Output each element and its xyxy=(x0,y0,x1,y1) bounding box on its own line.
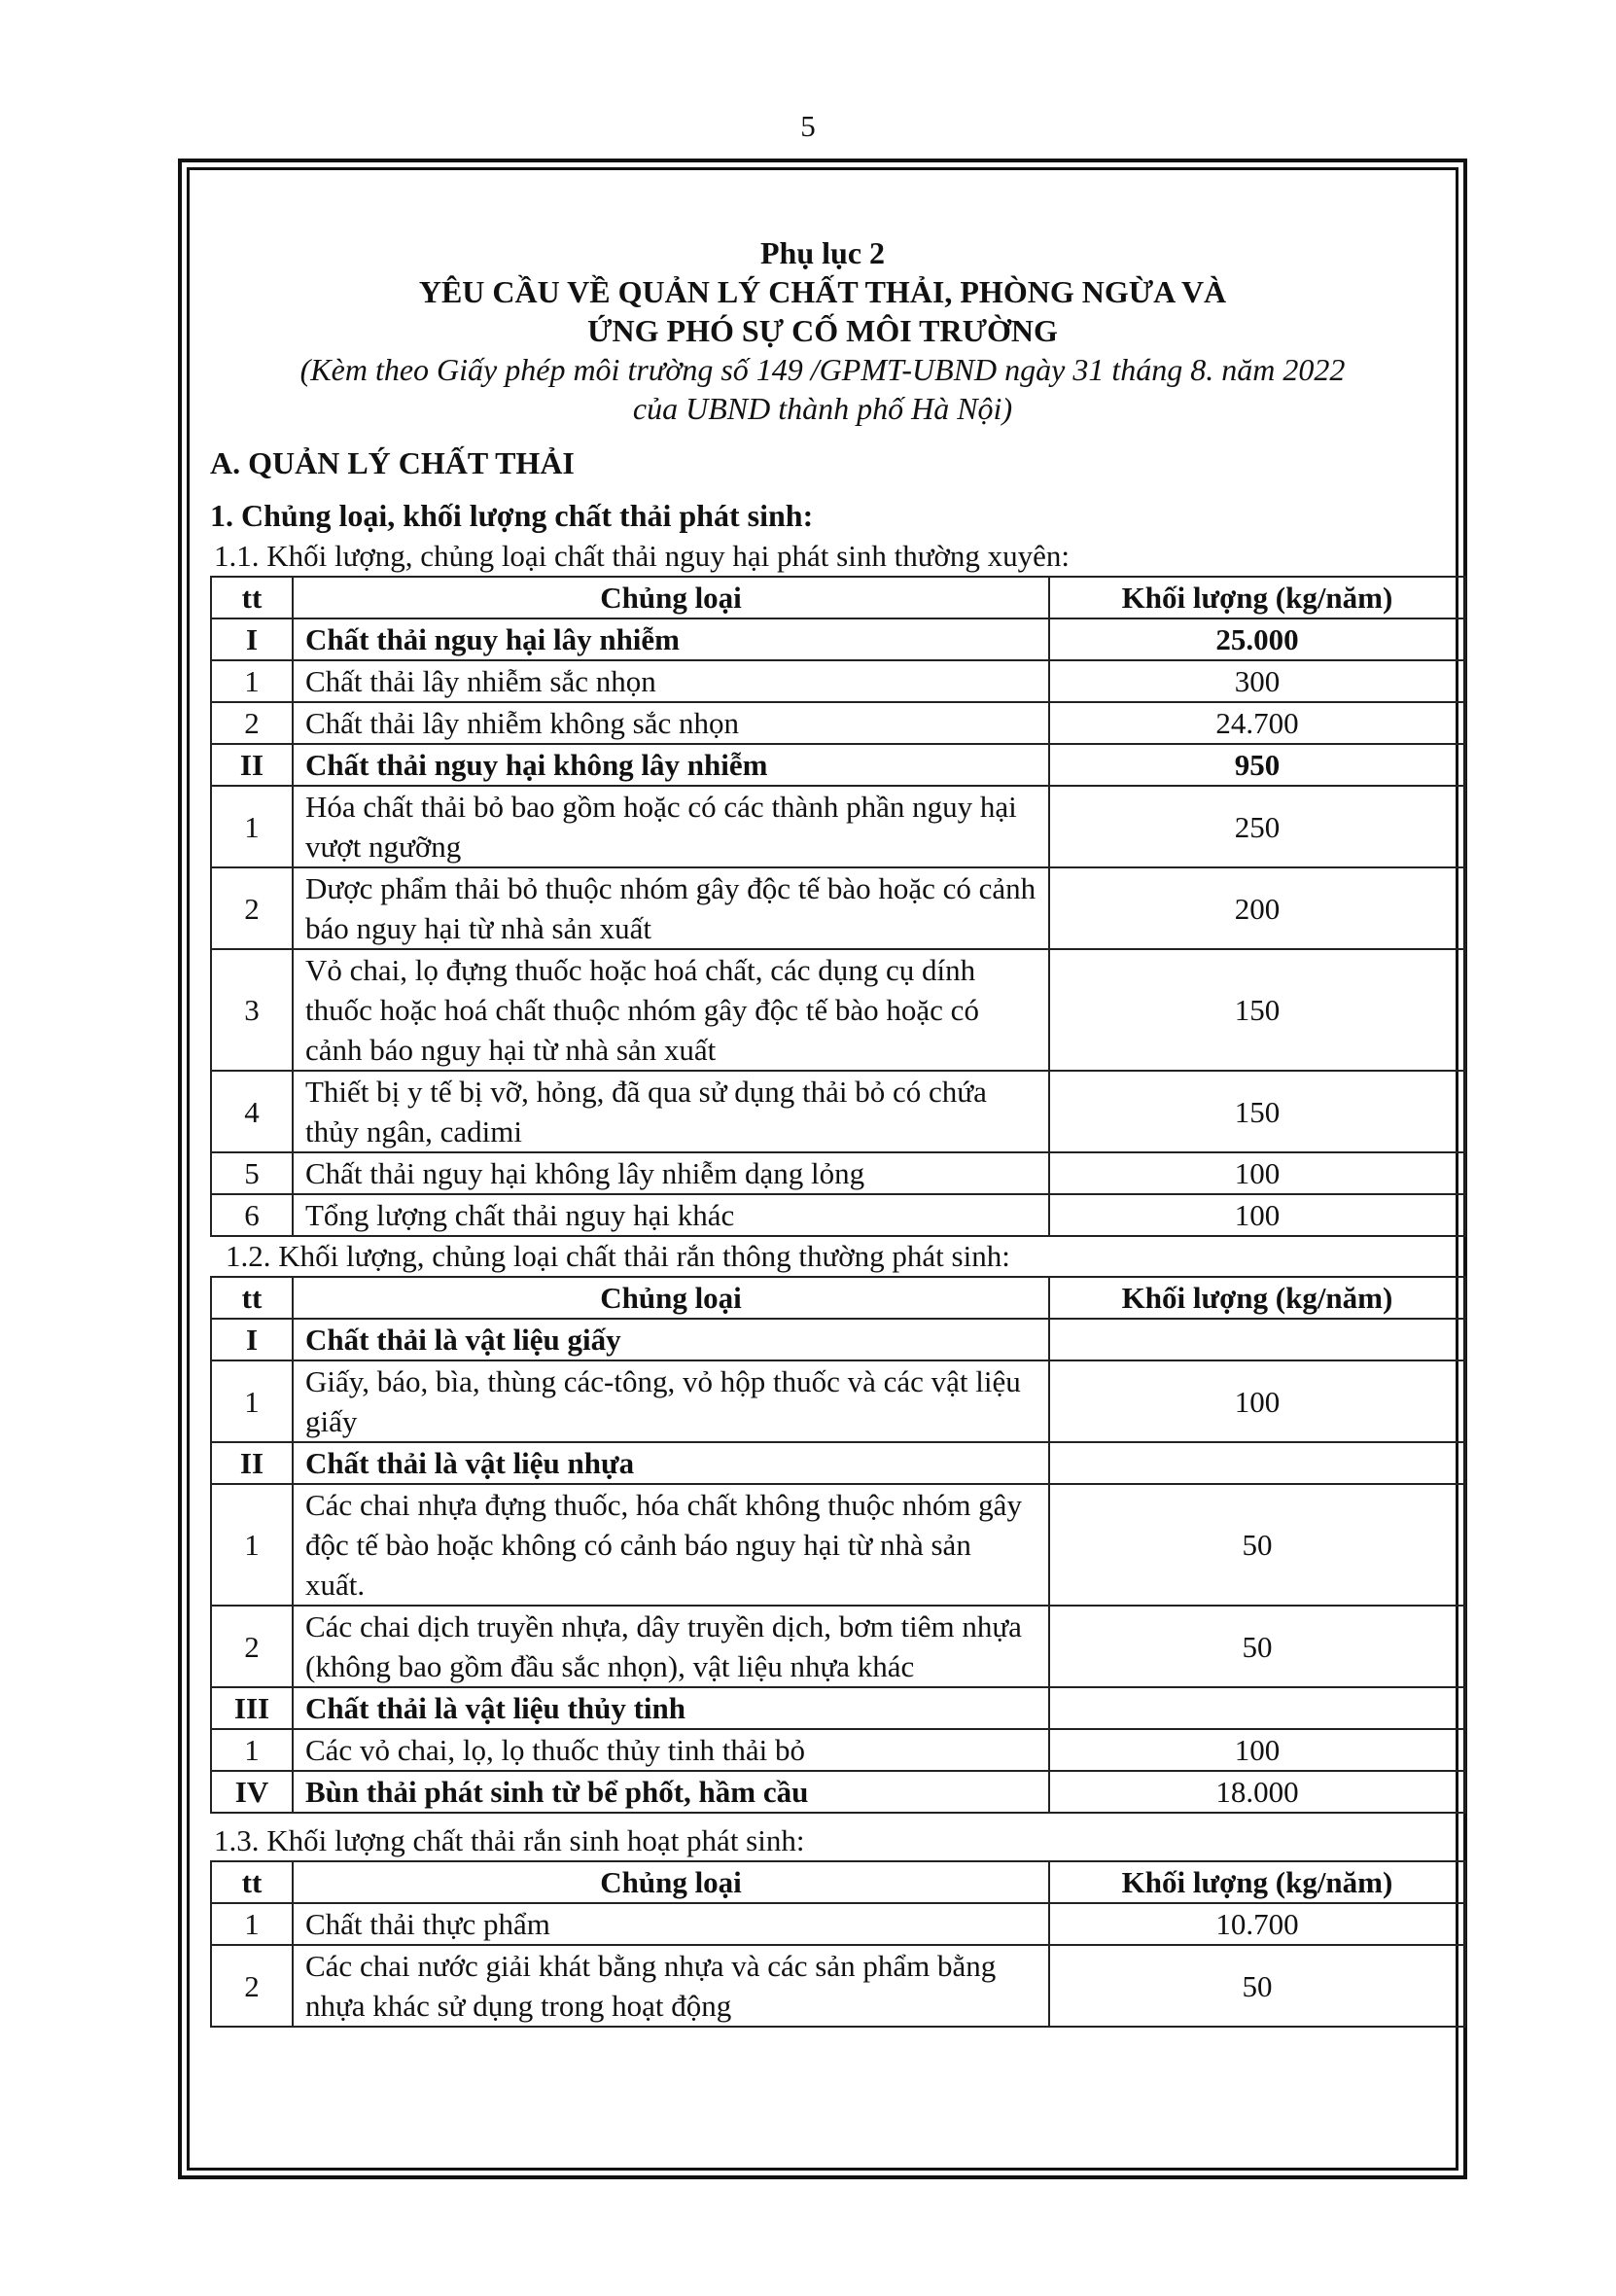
appendix-heading-line2: ỨNG PHÓ SỰ CỐ MÔI TRƯỜNG xyxy=(587,313,1058,348)
table-row: 1 Chất thải thực phẩm 10.700 xyxy=(211,1903,1465,1945)
col-header-mass: Khối lượng (kg/năm) xyxy=(1049,577,1465,618)
col-header-type: Chủng loại xyxy=(293,1277,1049,1319)
subtitle-line1: (Kèm theo Giấy phép môi trường số 149 /GPMT-UBND ngày 31 tháng 8. năm 2022 xyxy=(299,352,1346,387)
table-row: 2 Dược phẩm thải bỏ thuộc nhóm gây độc tế bào hoặc có cảnh báo nguy hại từ nhà sản xuất 200 xyxy=(211,867,1465,949)
document-body xyxy=(210,233,1468,2028)
domestic-waste-table xyxy=(210,1860,1466,2028)
table-row: II Chất thải là vật liệu nhựa xyxy=(211,1442,1465,1484)
col-header-type: Chủng loại xyxy=(293,1861,1049,1903)
table-row: I Chất thải nguy hại lây nhiễm 25.000 xyxy=(211,618,1465,660)
table-header-row xyxy=(211,1861,1465,1903)
table1-title: 1.1. Khối lượng, chủng loại chất thải nguy hại phát sinh thường xuyên: xyxy=(214,539,1071,573)
table-row: 1 Các vỏ chai, lọ, lọ thuốc thủy tinh thải bỏ 100 xyxy=(211,1729,1465,1771)
table-row: 6 Tổng lượng chất thải nguy hại khác 100 xyxy=(211,1194,1465,1236)
col-header-mass: Khối lượng (kg/năm) xyxy=(1049,1861,1465,1903)
table-row: 4 Thiết bị y tế bị vỡ, hỏng, đã qua sử dụng thải bỏ có chứa thủy ngân, cadimi 150 xyxy=(211,1071,1465,1152)
table-row: 2 Các chai nước giải khát bằng nhựa và các sản phẩm bằng nhựa khác sử dụng trong hoạt động 50 xyxy=(211,1945,1465,2027)
table-row: II Chất thải nguy hại không lây nhiễm 950 xyxy=(211,744,1465,786)
col-header-tt: tt xyxy=(211,577,293,618)
table-header-row xyxy=(211,1277,1465,1319)
appendix-heading-line1: YÊU CẦU VỀ QUẢN LÝ CHẤT THẢI, PHÒNG NGỪA VÀ xyxy=(418,274,1227,309)
table-row: 3 Vỏ chai, lọ đựng thuốc hoặc hoá chất, các dụng cụ dính thuốc hoặc hoá chất thuộc nhóm gây độc tế bào hoặc có cảnh báo nguy hại từ nhà sản xuất 150 xyxy=(211,949,1465,1071)
table-row: 1 Hóa chất thải bỏ bao gồm hoặc có các thành phần nguy hại vượt ngưỡng 250 xyxy=(211,786,1465,867)
solid-waste-table xyxy=(210,1276,1466,1814)
table-row: IV Bùn thải phát sinh từ bể phốt, hầm cầu 18.000 xyxy=(211,1771,1465,1813)
section-a-title: A. QUẢN LÝ CHẤT THẢI xyxy=(210,445,575,480)
table-row: 1 Các chai nhựa đựng thuốc, hóa chất không thuộc nhóm gây độc tế bào hoặc không có cảnh báo nguy hại từ nhà sản xuất. 50 xyxy=(211,1484,1465,1606)
appendix-title xyxy=(210,233,1435,350)
col-header-tt: tt xyxy=(211,1861,293,1903)
col-header-type: Chủng loại xyxy=(293,577,1049,618)
table-row: 2 Chất thải lây nhiễm không sắc nhọn 24.700 xyxy=(211,702,1465,744)
hazardous-waste-table xyxy=(210,576,1466,1237)
subsection-1-title: 1. Chủng loại, khối lượng chất thải phát sinh: xyxy=(210,498,814,533)
table3-title: 1.3. Khối lượng chất thải rắn sinh hoạt phát sinh: xyxy=(214,1823,805,1857)
table-row: I Chất thải là vật liệu giấy xyxy=(211,1319,1465,1360)
appendix-label: Phụ lục 2 xyxy=(759,235,886,270)
table-header-row xyxy=(211,577,1465,618)
table2-title: 1.2. Khối lượng, chủng loại chất thải rắn thông thường phát sinh: xyxy=(226,1239,1010,1273)
col-header-tt: tt xyxy=(211,1277,293,1319)
page-number: 5 xyxy=(800,109,816,143)
subtitle-line2: của UBND thành phố Hà Nội) xyxy=(632,391,1013,426)
table-row: 1 Giấy, báo, bìa, thùng các-tông, vỏ hộp thuốc và các vật liệu giấy 100 xyxy=(211,1360,1465,1442)
table-row: 5 Chất thải nguy hại không lây nhiễm dạng lỏng 100 xyxy=(211,1152,1465,1194)
col-header-mass: Khối lượng (kg/năm) xyxy=(1049,1277,1465,1319)
appendix-subtitle xyxy=(210,350,1435,428)
table-row: 2 Các chai dịch truyền nhựa, dây truyền dịch, bơm tiêm nhựa (không bao gồm đầu sắc nhọn), vật liệu nhựa khác 50 xyxy=(211,1606,1465,1687)
table-row: III Chất thải là vật liệu thủy tinh xyxy=(211,1687,1465,1729)
table-row: 1 Chất thải lây nhiễm sắc nhọn 300 xyxy=(211,660,1465,702)
